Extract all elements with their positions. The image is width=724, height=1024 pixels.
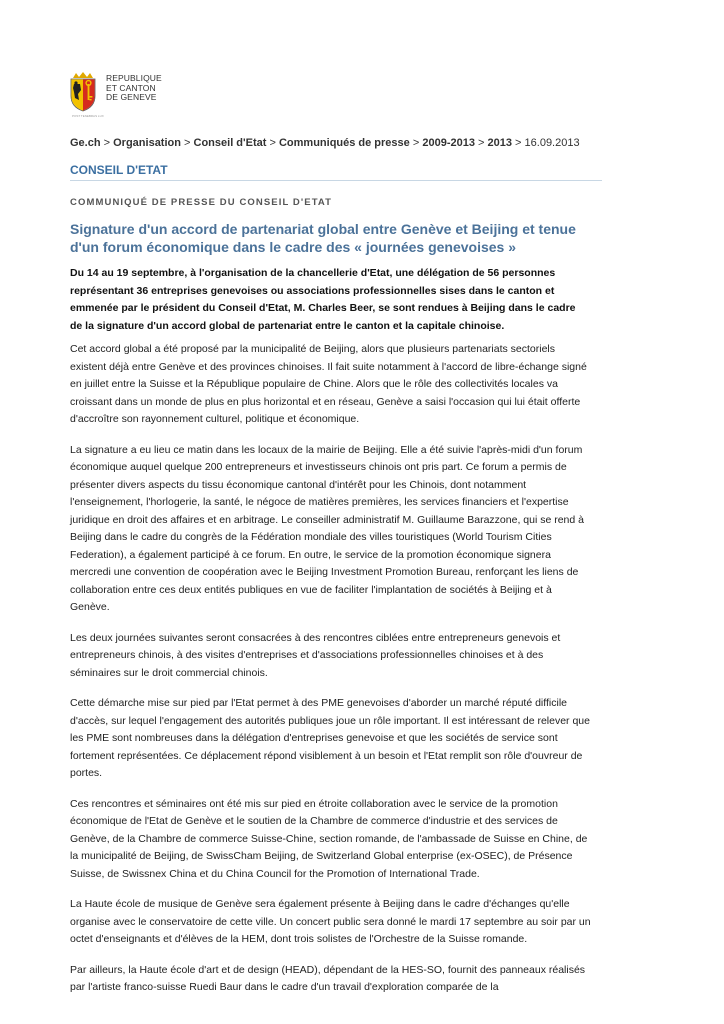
article-body xyxy=(70,341,592,1010)
logo-line-1: REPUBLIQUE xyxy=(106,73,162,83)
section-title: CONSEIL D'ETAT xyxy=(70,163,168,177)
article-paragraph: Ces rencontres et séminaires ont été mis sur pied en étroite collaboration avec le service de la promotion économique de l'Etat de Genève et le soutien de la Chambre de commerce d'industrie et des services de Genève, de la Chambre de commerce Suisse-Chine, section romande, de l'ambassade de Suisse en Chine, de la municipalité de Beijing, de SwissCham Beijing, de Switzerland Global enterprise (ex-OSEC), de Présence Suisse, de Swissnex China et du China Council for the Promotion of International Trade. xyxy=(70,797,588,880)
article-paragraph: La Haute école de musique de Genève sera également présente à Beijing dans le cadre d'échanges qu'elle organise avec le conservatoire de cette ville. Un concert public sera donné le mardi 17 septembre au soir par un octet d'enseignants et d'élèves de la HEM, dont trois solistes de l'Orchestre de la Suisse romande. xyxy=(70,898,591,945)
article-paragraph: Cette démarche mise sur pied par l'Etat permet à des PME genevoises d'aborder un marché réputé difficile d'accès, sur lequel l'engagement des autorités publiques joue un rôle important. Il est intéressant de relever que les PME sont nombreuses dans la délégation d'entreprises genevoise et que les sociétés de service sont fortement représentées. Ce déplacement répond visiblement à un besoin et l'Etat remplit son rôle d'ouvreur de portes. xyxy=(70,697,590,779)
breadcrumb-separator: > xyxy=(103,137,114,149)
section-divider xyxy=(70,180,602,181)
article-lead: Du 14 au 19 septembre, à l'organisation de la chancellerie d'Etat, une délégation de 56 personnes représentant 36 entreprises genevoises ou associations professionnelles sises dans le canton et emmenée par le président du Conseil d'Etat, M. Charles Beer, se sont rendues à Beijing dans le cadre de la signature d'un accord global de partenariat entre le canton et la capitale chinoise. xyxy=(70,267,576,332)
breadcrumb-item-2009-2013[interactable]: 2009-2013 xyxy=(422,137,475,149)
article-paragraph: La signature a eu lieu ce matin dans les locaux de la mairie de Beijing. Elle a été suivie l'après-midi d'un forum économique auquel quelque 200 entrepreneurs et investisseurs chinois ont pris part. Ce forum a permis de présenter divers aspects du tissu économique cantonal d'intérêt pour les Chinois, dont notamment l'enseignement, l'horlogerie, la santé, le négoce de matières premières, les services financiers et l'expertise juridique en droit des affaires et en arbitrage. Le conseiller administratif M. Guillaume Barazzone, qui se rend à Beijing dans le cadre du congrès de la Fédération mondiale des villes touristiques (World Tourism Cities Federation), a également participé à ce forum. En outre, le service de la promotion économique signera mercredi une convention de coopération avec le Beijing Investment Promotion Bureau, renforçant les liens de collaboration entre ces deux entités publiques en vue de faciliter l'implantation de sociétés à Beijing et à Genève. xyxy=(70,443,584,613)
breadcrumb xyxy=(70,137,580,149)
breadcrumb-item-communiques[interactable]: Communiqués de presse xyxy=(278,137,410,149)
logo-text xyxy=(106,74,162,103)
breadcrumb-item-organisation[interactable]: Organisation xyxy=(113,137,181,149)
article-paragraph: Par ailleurs, la Haute école d'art et de design (HEAD), dépendant de la HES-SO, fournit des panneaux réalisés par l'artiste franco-suisse Ruedi Baur dans le cadre d'un travail d'exploration comparée de la xyxy=(70,963,586,993)
breadcrumb-item-current-date: 16.09.2013 xyxy=(524,137,580,149)
breadcrumb-separator: > xyxy=(478,137,488,149)
breadcrumb-item-gech[interactable]: Ge.ch xyxy=(70,137,101,149)
breadcrumb-separator: > xyxy=(515,137,525,149)
logo-motto: POST TENEBRAS LUX xyxy=(72,114,104,118)
article-headline: Signature d'un accord de partenariat global entre Genève et Beijing et tenue d'un forum économique dans le cadre des « journées genevoises » xyxy=(70,221,576,255)
breadcrumb-item-conseil-etat[interactable]: Conseil d'Etat xyxy=(193,137,267,149)
breadcrumb-separator: > xyxy=(412,137,423,149)
breadcrumb-separator: > xyxy=(269,137,279,149)
logo-line-2: ET CANTON xyxy=(106,82,156,93)
breadcrumb-separator: > xyxy=(184,137,194,149)
press-release-kicker: COMMUNIQUÉ DE PRESSE DU CONSEIL D'ETAT xyxy=(70,197,333,208)
geneva-logo[interactable] xyxy=(70,70,170,120)
article-paragraph: Les deux journées suivantes seront consacrées à des rencontres ciblées entre entrepreneurs genevois et entrepreneurs chinois, à des visites d'entreprises et d'associations professionnelles chinoises et à des séminaires sur le droit commercial chinois. xyxy=(70,631,561,679)
logo-line-3: DE GENEVE xyxy=(106,92,157,103)
article-paragraph: Cet accord global a été proposé par la municipalité de Beijing, alors que plusieurs partenariats sectoriels existent déjà entre Genève et des provinces chinoises. Il fait suite notamment à l'accord de libre-échange signé en juillet entre la Suisse et la République populaire de Chine. Alors que le rôle des collectivités locales va croissant dans un monde de plus en plus horizontal et en réseau, Genève a saisi l'occasion qui lui était offerte d'accroître son rayonnement culturel, politique et économique. xyxy=(70,343,587,425)
breadcrumb-item-2013[interactable]: 2013 xyxy=(487,137,512,149)
geneva-coat-of-arms-icon xyxy=(70,72,96,112)
